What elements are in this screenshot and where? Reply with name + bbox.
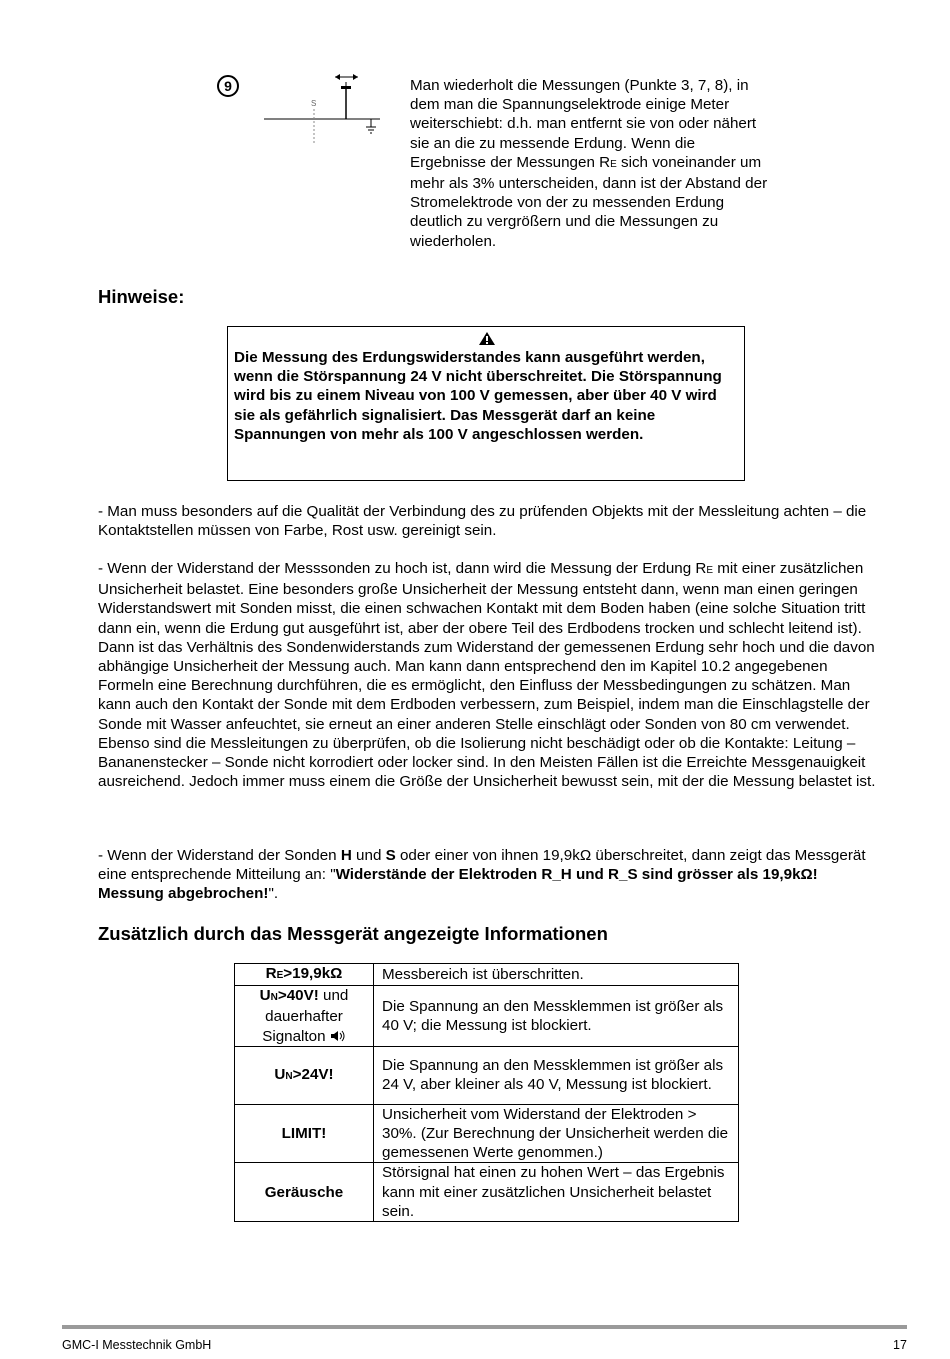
table-key: LIMIT!	[235, 1104, 374, 1163]
table-key: RE>19,9kΩ	[235, 964, 374, 986]
table-value: Unsicherheit vom Widerstand der Elektroden > 30%. (Zur Berechnung der Unsicherheit werden die gemessenen Werte genommen.)	[374, 1104, 739, 1163]
note-resistance-limit: - Wenn der Widerstand der Sonden H und S oder einer von ihnen 19,9kΩ überschreitet, dann zeigt das Messgerät eine entsprechende Mitteilung an: "Widerstände der Elektroden R_H und R_S sind grösser als 19,9kΩ! Messung abgebrochen!".	[98, 847, 866, 903]
table-row	[235, 1046, 739, 1104]
warning-box	[227, 326, 745, 481]
note-connection-quality: - Man muss besonders auf die Qualität der Verbindung des zu prüfenden Objekts mit der Messleitung achten – die Kontaktstellen müssen von Farbe, Rost usw. gereinigt sein.	[98, 503, 867, 540]
table-row	[235, 986, 739, 1047]
table-value: Störsignal hat einen zu hohen Wert – das Ergebnis kann mit einer zusätzlichen Unsicherheit belastet sein.	[374, 1163, 739, 1222]
step-instruction: Man wiederholt die Messungen (Punkte 3, 7, 8), in dem man die Spannungselektrode einige Meter weiterschiebt: d.h. man entfernt sie von oder nähert sie an die zu messende Erdung. Wenn die Ergebnisse der Messungen RE sich voneinander um mehr als 3% unterscheiden, dann ist der Abstand der Stromelektrode von der zu messenden Erdung deutlich zu vergrößern und die Messungen zu wiederholen.	[410, 77, 768, 250]
warning-triangle-icon	[478, 331, 496, 346]
table-row	[235, 1104, 739, 1163]
footer-company: GMC-I Messtechnik GmbH	[62, 1338, 212, 1352]
table-key: UN>40V! und dauerhafter Signalton	[235, 986, 374, 1047]
page-number: 17	[893, 1338, 907, 1352]
electrode-diagram	[262, 72, 387, 152]
table-value: Die Spannung an den Messklemmen ist größer als 40 V; die Messung ist blockiert.	[374, 986, 739, 1047]
probe-label: S	[311, 99, 317, 108]
warning-text: Die Messung des Erdungswiderstandes kann ausgeführt werden, wenn die Störspannung 24 V nicht überschreitet. Die Störspannung wird bis zu einem Niveau von 100 V gemessen, aber über 40 V wird sie als gefährlich signalisiert. Das Messgerät darf an keine Spannungen von mehr als 100 V angeschlossen werden.	[234, 349, 722, 443]
info-table	[234, 963, 739, 1222]
table-value: Die Spannung an den Messklemmen ist größer als 24 V, aber kleiner als 40 V, Messung ist blockiert.	[374, 1046, 739, 1104]
table-key: UN>24V!	[235, 1046, 374, 1104]
note-probe-resistance: - Wenn der Widerstand der Messsonden zu hoch ist, dann wird die Messung der Erdung RE mit einer zusätzlichen Unsicherheit belastet. Eine besonders große Unsicherheit der Messung entsteht dann, wenn man einen geringen Widerstandswert mit Sonden misst, die einen schwachen Kontakt mit dem Boden haben (eine solche Situation tritt dann ein, wenn die Erdung gut ausgeführt ist, aber der obere Teil des Erdbodens trocken und schlecht leitend ist). Dann ist das Verhältnis des Sondenwiderstands zum Widerstand der gemessenen Erdung sehr hoch und die davon abhängige Unsicherheit der Messung auch. Man kann dann entsprechend den im Kapitel 10.2 angegebenen Formeln eine Berechnung durchführen, die es ermöglicht, den Einfluss der Messbedingungen zu schätzen. Man kann auch den Kontakt der Sonde mit dem Erdboden verbessern, zum Beispiel, indem man die Einschlagstelle der Sonde mit Wasser anfeuchtet, sie erneut an einer anderen Stelle einschlägt oder Sonden von 80 cm verwendet. Ebenso sind die Messleitungen zu überprüfen, ob die Isolierung nicht beschädigt oder ob die Kontakte: Leitung – Bananenstecker – Sonde nicht korrodiert oder locker sind. In den Meisten Fällen ist die Erreichte Messgenauigkeit ausreichend. Jedoch immer muss einem die Größe der Unsicherheit bewusst sein, mit der die Messung belastet ist.	[98, 560, 876, 791]
table-value: Messbereich ist überschritten.	[374, 964, 739, 986]
table-key: Geräusche	[235, 1163, 374, 1222]
table-row	[235, 1163, 739, 1222]
footer-divider	[62, 1325, 907, 1329]
speaker-icon	[330, 1030, 346, 1042]
hinweise-heading: Hinweise:	[98, 286, 185, 307]
table-row	[235, 964, 739, 986]
step-number-badge: 9	[217, 75, 239, 97]
info-heading: Zusätzlich durch das Messgerät angezeigte Informationen	[98, 923, 608, 944]
